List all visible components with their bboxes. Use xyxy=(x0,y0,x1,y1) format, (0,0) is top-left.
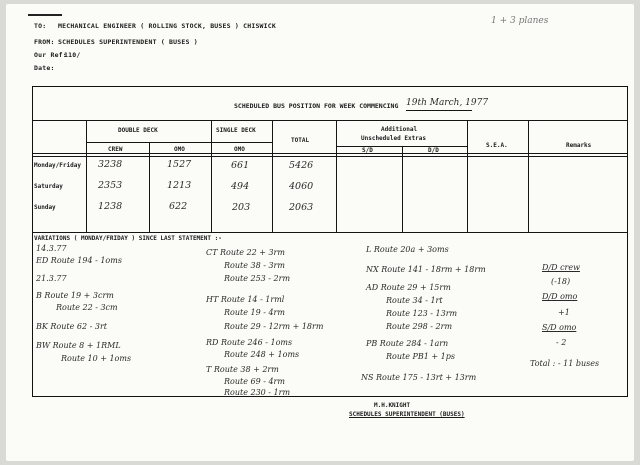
header-unscheduled: Unscheduled Extras xyxy=(361,135,427,142)
cell-crew: 2353 xyxy=(98,180,123,191)
row-label: Monday/Friday xyxy=(34,162,81,169)
ref-label: Our Ref: xyxy=(34,51,67,59)
grid-line xyxy=(528,120,529,232)
header-double-deck: DOUBLE DECK xyxy=(118,127,158,134)
summary-dd-omo-value: +1 xyxy=(558,308,570,317)
summary-dd-crew-value: (-18) xyxy=(551,277,571,286)
summary-sd-omo-value: - 2 xyxy=(556,338,567,347)
cell-total: 5426 xyxy=(289,160,314,171)
cell-crew: 1238 xyxy=(98,201,123,212)
cell-omo-sd: 203 xyxy=(232,202,251,213)
header-sd: S/D xyxy=(362,147,373,154)
variation-entry: AD Route 29 + 15rm xyxy=(366,283,451,292)
grid-line xyxy=(33,120,627,121)
grid-line xyxy=(33,153,627,154)
variation-date: 21.3.77 xyxy=(36,274,67,283)
variation-entry: PB Route 284 - 1arn xyxy=(366,339,449,348)
variation-entry: Route 248 + 1oms xyxy=(224,350,300,359)
summary-sd-omo: S/D omo xyxy=(542,323,577,332)
summary-dd-omo: D/D omo xyxy=(542,292,578,301)
variation-entry: L Route 20a + 3oms xyxy=(366,245,449,254)
to-value: MECHANICAL ENGINEER ( ROLLING STOCK, BUSES ) CHISWICK xyxy=(58,22,277,30)
summary-dd-crew: D/D crew xyxy=(542,263,580,272)
summary-total: Total : - 11 buses xyxy=(530,359,600,368)
variation-entry: HT Route 14 - 1rml xyxy=(206,295,285,304)
grid-line xyxy=(402,146,403,232)
from-value: SCHEDULES SUPERINTENDENT ( BUSES ) xyxy=(58,38,198,46)
cell-omo-sd: 494 xyxy=(231,181,250,192)
signature-name: M.H.KNIGHT xyxy=(374,402,411,409)
grid-line xyxy=(467,120,468,232)
variation-date: 14.3.77 xyxy=(36,244,67,253)
week-commencing: 19th March, 1977 xyxy=(406,98,489,108)
grid-line xyxy=(149,142,150,232)
grid-line xyxy=(336,120,337,232)
variation-entry: BK Route 62 - 3rt xyxy=(36,322,107,331)
grid-line xyxy=(86,120,87,232)
variation-entry: Route PB1 + 1ps xyxy=(386,352,455,361)
variation-entry: Route 29 - 12rm + 18rm xyxy=(224,322,324,331)
header-crew: CREW xyxy=(108,146,123,153)
cell-omo-sd: 661 xyxy=(231,160,250,171)
variation-entry: Route 230 - 1rm xyxy=(224,388,291,397)
row-label: Sunday xyxy=(34,204,56,211)
cell-omo-dd: 1213 xyxy=(167,180,192,191)
corner-note: 1 + 3 planes xyxy=(491,16,549,26)
memo-page xyxy=(6,4,634,461)
variation-entry: NS Route 175 - 13rt + 13rm xyxy=(361,373,477,382)
variation-entry: NX Route 141 - 18rm + 18rm xyxy=(366,265,486,274)
grid-line xyxy=(86,142,272,143)
row-label: Saturday xyxy=(34,183,63,190)
variation-entry: T Route 38 + 2rm xyxy=(206,365,279,374)
variation-entry: ED Route 194 - 1oms xyxy=(36,256,122,265)
header-omo-dd: OMO xyxy=(174,146,185,153)
variation-entry: RD Route 246 - 1oms xyxy=(206,338,293,347)
week-underline xyxy=(406,110,472,111)
variation-entry: Route 123 - 13rm xyxy=(386,309,458,318)
grid-line xyxy=(211,120,212,232)
variation-entry: Route 10 + 1oms xyxy=(61,354,132,363)
variation-entry: Route 69 - 4rm xyxy=(224,377,285,386)
top-rule xyxy=(28,14,62,16)
variation-entry: Route 253 - 2rm xyxy=(224,274,291,283)
ref-value: 110/ xyxy=(64,51,81,59)
variation-entry: Route 298 - 2rm xyxy=(386,322,453,331)
variation-entry: Route 34 - 1rt xyxy=(386,296,443,305)
variation-entry: BW Route 8 + 1RML xyxy=(36,341,121,350)
grid-line xyxy=(33,156,627,157)
variation-entry: Route 19 - 4rm xyxy=(224,308,285,317)
header-additional: Additional xyxy=(381,126,418,133)
to-label: TO: xyxy=(34,22,47,30)
cell-total: 4060 xyxy=(289,181,314,192)
header-omo-sd: OMO xyxy=(234,146,245,153)
signature-title: SCHEDULES SUPERINTENDENT (BUSES) xyxy=(349,411,465,418)
cell-crew: 3238 xyxy=(98,159,123,170)
grid-line xyxy=(272,120,273,232)
variation-entry: Route 22 - 3cm xyxy=(56,303,118,312)
grid-line xyxy=(33,232,627,233)
from-label: FROM: xyxy=(34,38,55,46)
cell-total: 2063 xyxy=(289,202,314,213)
variation-entry: CT Route 22 + 3rm xyxy=(206,248,285,257)
header-dd: D/D xyxy=(428,147,439,154)
header-remarks: Remarks xyxy=(566,142,592,149)
header-single-deck: SINGLE DECK xyxy=(216,127,256,134)
cell-omo-dd: 1527 xyxy=(167,159,192,170)
variation-entry: Route 38 - 3rm xyxy=(224,261,285,270)
cell-omo-dd: 622 xyxy=(169,201,188,212)
header-sea: S.E.A. xyxy=(486,142,508,149)
variations-title: VARIATIONS ( MONDAY/FRIDAY ) SINCE LAST STATEMENT :- xyxy=(34,235,222,242)
date-label: Date: xyxy=(34,64,55,72)
variation-entry: B Route 19 + 3crm xyxy=(36,291,114,300)
header-total: TOTAL xyxy=(291,137,310,144)
table-title: SCHEDULED BUS POSITION FOR WEEK COMMENCING xyxy=(234,102,399,110)
